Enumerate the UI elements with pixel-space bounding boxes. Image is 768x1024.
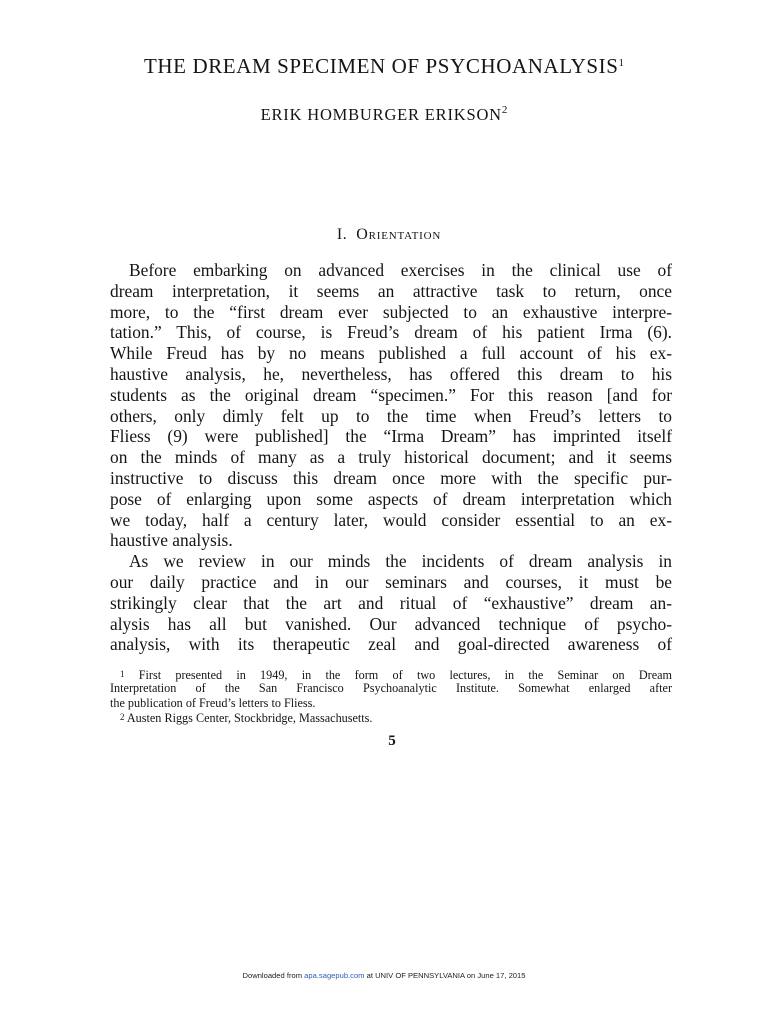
body-line: dream interpretation, it seems an attractive task to return, once [110, 280, 672, 301]
article-author [0, 104, 768, 125]
body-line: others, only dimly felt up to the time when Freud’s letters to [110, 405, 672, 426]
body-line: As we review in our minds the incidents of dream analysis in [129, 551, 672, 572]
body-line: haustive analysis, he, nevertheless, has offered this dream to his [110, 363, 672, 384]
section-number: I. [336, 226, 348, 243]
footnote-2-text: Austen Riggs Center, Stockbridge, Massachusetts. [126, 711, 373, 726]
body-line: tation.” This, of course, is Freud’s dream of his patient Irma (6). [110, 322, 672, 343]
body-line: strikingly clear that the art and ritual of “exhaustive” dream an- [110, 592, 672, 613]
body-line: analysis, with its therapeutic zeal and goal-directed awareness of [110, 634, 672, 655]
footnotes [110, 667, 672, 725]
body-line: While Freud has by no means published a full account of his ex- [110, 343, 672, 364]
body-line: instructive to discuss this dream once more with the specific pur- [110, 467, 672, 488]
article-title [0, 54, 768, 79]
footnote-2-line [110, 710, 672, 724]
body-text [110, 260, 672, 655]
body-line: we today, half a century later, would consider essential to an ex- [110, 509, 672, 530]
page-number: 5 [388, 733, 396, 749]
download-notice-prefix: Downloaded from [242, 971, 305, 980]
footnote-1-line [110, 667, 672, 681]
body-line: more, to the “first dream ever subjected to an exhaustive interpre- [110, 301, 672, 322]
footnote-1-line: Interpretation of the San Francisco Psychoanalytic Institute. Somewhat enlarged after [110, 681, 672, 696]
body-line: pose of enlarging upon some aspects of dream interpretation which [110, 488, 672, 509]
body-line: our daily practice and in our seminars and courses, it must be [110, 571, 672, 592]
body-line: haustive analysis. [110, 530, 233, 551]
body-line: Before embarking on advanced exercises in the clinical use of [129, 260, 672, 280]
body-line: alysis has all but vanished. Our advanced technique of psycho- [110, 613, 672, 634]
download-notice [0, 971, 768, 980]
article-title-text: THE DREAM SPECIMEN OF PSYCHOANALYSIS [143, 54, 619, 78]
body-line: on the minds of many as a truly historical document; and it seems [110, 447, 672, 468]
download-source-link[interactable]: apa.sagepub.com [304, 971, 365, 980]
title-footnote-mark[interactable]: 1 [618, 57, 625, 69]
author-name: ERIK HOMBURGER ERIKSON [260, 105, 502, 124]
footnote-2-mark: 2 [120, 712, 125, 723]
body-line: Fliess (9) were published] the “Irma Dream” has imprinted itself [110, 426, 672, 447]
footnote-1-line: the publication of Freud’s letters to Fliess. [110, 695, 316, 710]
download-notice-suffix: at UNIV OF PENNSYLVANIA on June 17, 2015 [364, 971, 526, 980]
footnote-1-text: First presented in 1949, in the form of two lectures, in the Seminar on Dream [138, 668, 673, 682]
section-title: Orientation [356, 226, 442, 243]
author-footnote-mark[interactable]: 2 [501, 104, 508, 116]
footnote-1-mark: 1 [120, 669, 125, 679]
section-heading [0, 226, 768, 244]
body-line: students as the original dream “specimen.” For this reason [and for [110, 384, 672, 405]
